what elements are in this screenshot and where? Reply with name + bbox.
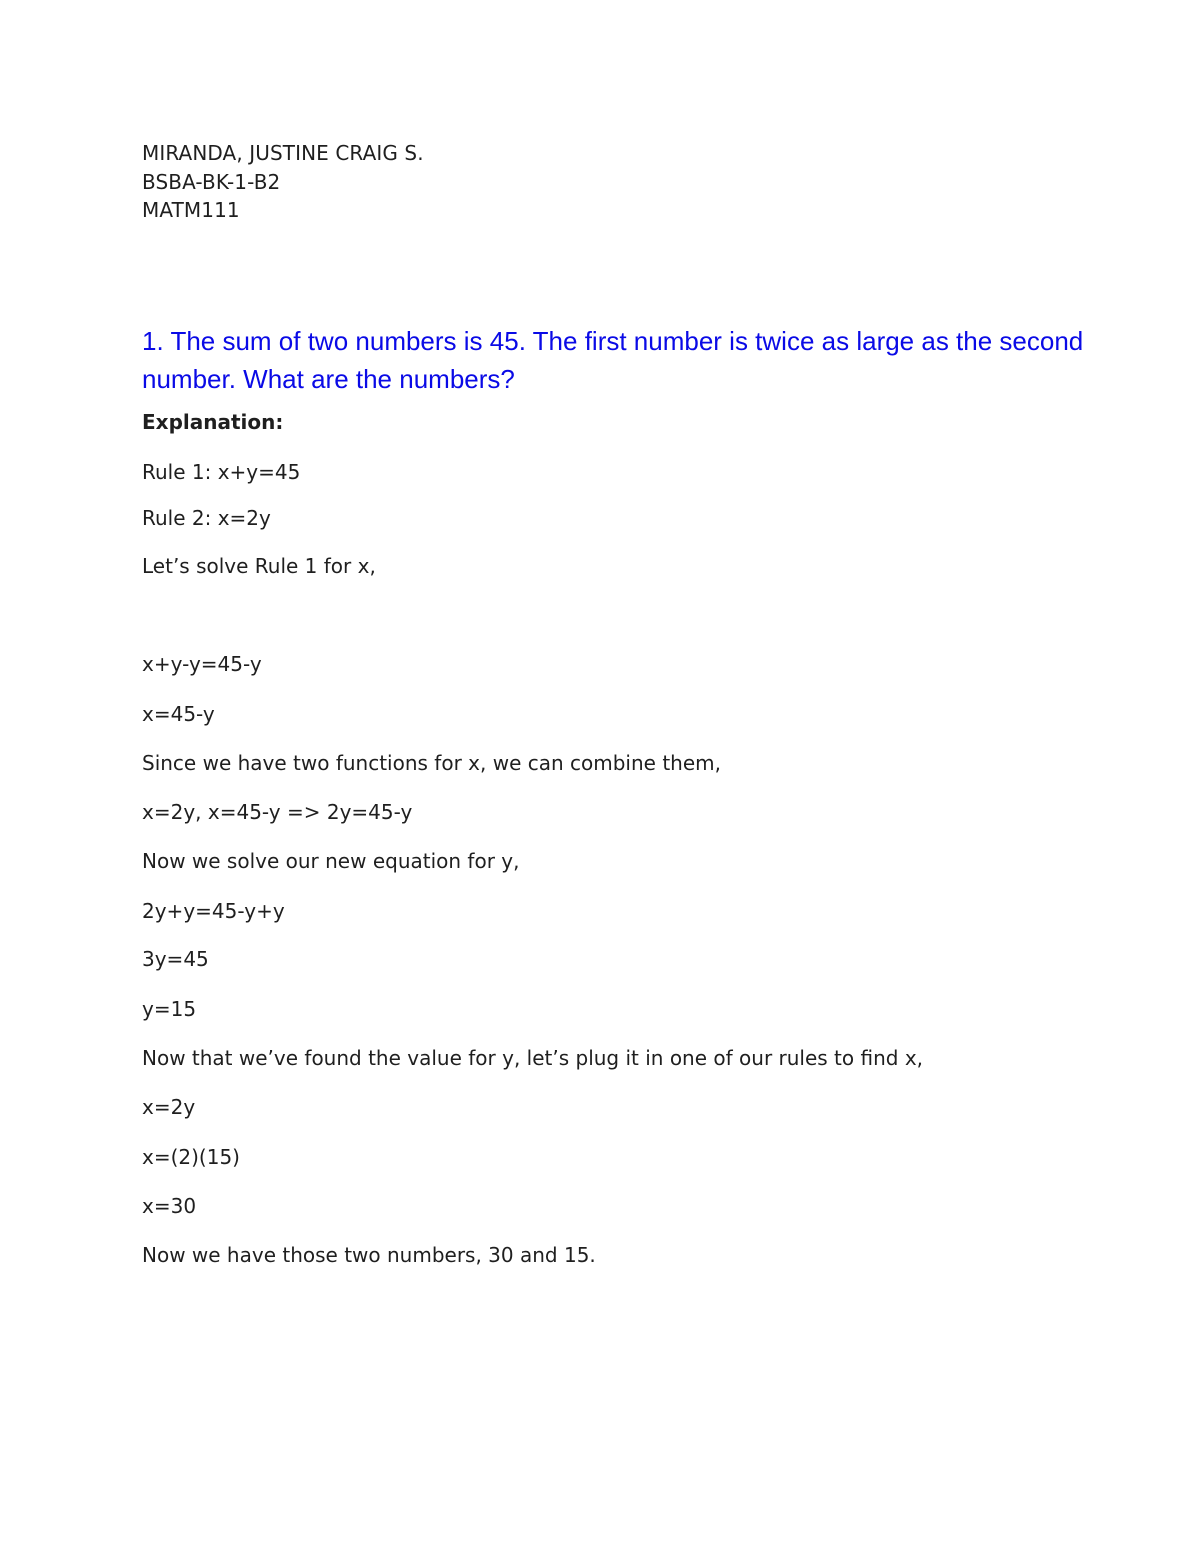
- question-text: 1. The sum of two numbers is 45. The first number is twice as large as the second number. What are the numbers?: [142, 326, 1084, 394]
- step-line: y=15: [142, 997, 197, 1021]
- step-line: x=45-y: [142, 702, 215, 726]
- course-code: MATM111: [142, 198, 240, 222]
- step-line: Now we have those two numbers, 30 and 15.: [142, 1243, 596, 1267]
- student-name: MIRANDA, JUSTINE CRAIG S.: [142, 141, 424, 165]
- step-line: Rule 2: x=2y: [142, 506, 271, 530]
- step-line: x=2y, x=45-y => 2y=45-y: [142, 800, 413, 824]
- step-line: 2y+y=45-y+y: [142, 899, 285, 923]
- step-line: Let’s solve Rule 1 for x,: [142, 554, 376, 578]
- step-line: Rule 1: x+y=45: [142, 460, 301, 484]
- student-section: BSBA-BK-1-B2: [142, 169, 281, 194]
- step-line: x=2y: [142, 1095, 196, 1119]
- step-line: x=30: [142, 1194, 197, 1218]
- step-line: 3y=45: [142, 947, 209, 971]
- step-line: x=(2)(15): [142, 1145, 240, 1169]
- step-line: Now that we’ve found the value for y, let’s plug it in one of our rules to find x,: [142, 1046, 924, 1070]
- student-info: [142, 139, 424, 225]
- step-line: Now we solve our new equation for y,: [142, 849, 520, 873]
- step-line: x+y-y=45-y: [142, 652, 262, 676]
- step-line: Since we have two functions for x, we can combine them,: [142, 751, 721, 775]
- explanation-label: Explanation:: [142, 410, 284, 434]
